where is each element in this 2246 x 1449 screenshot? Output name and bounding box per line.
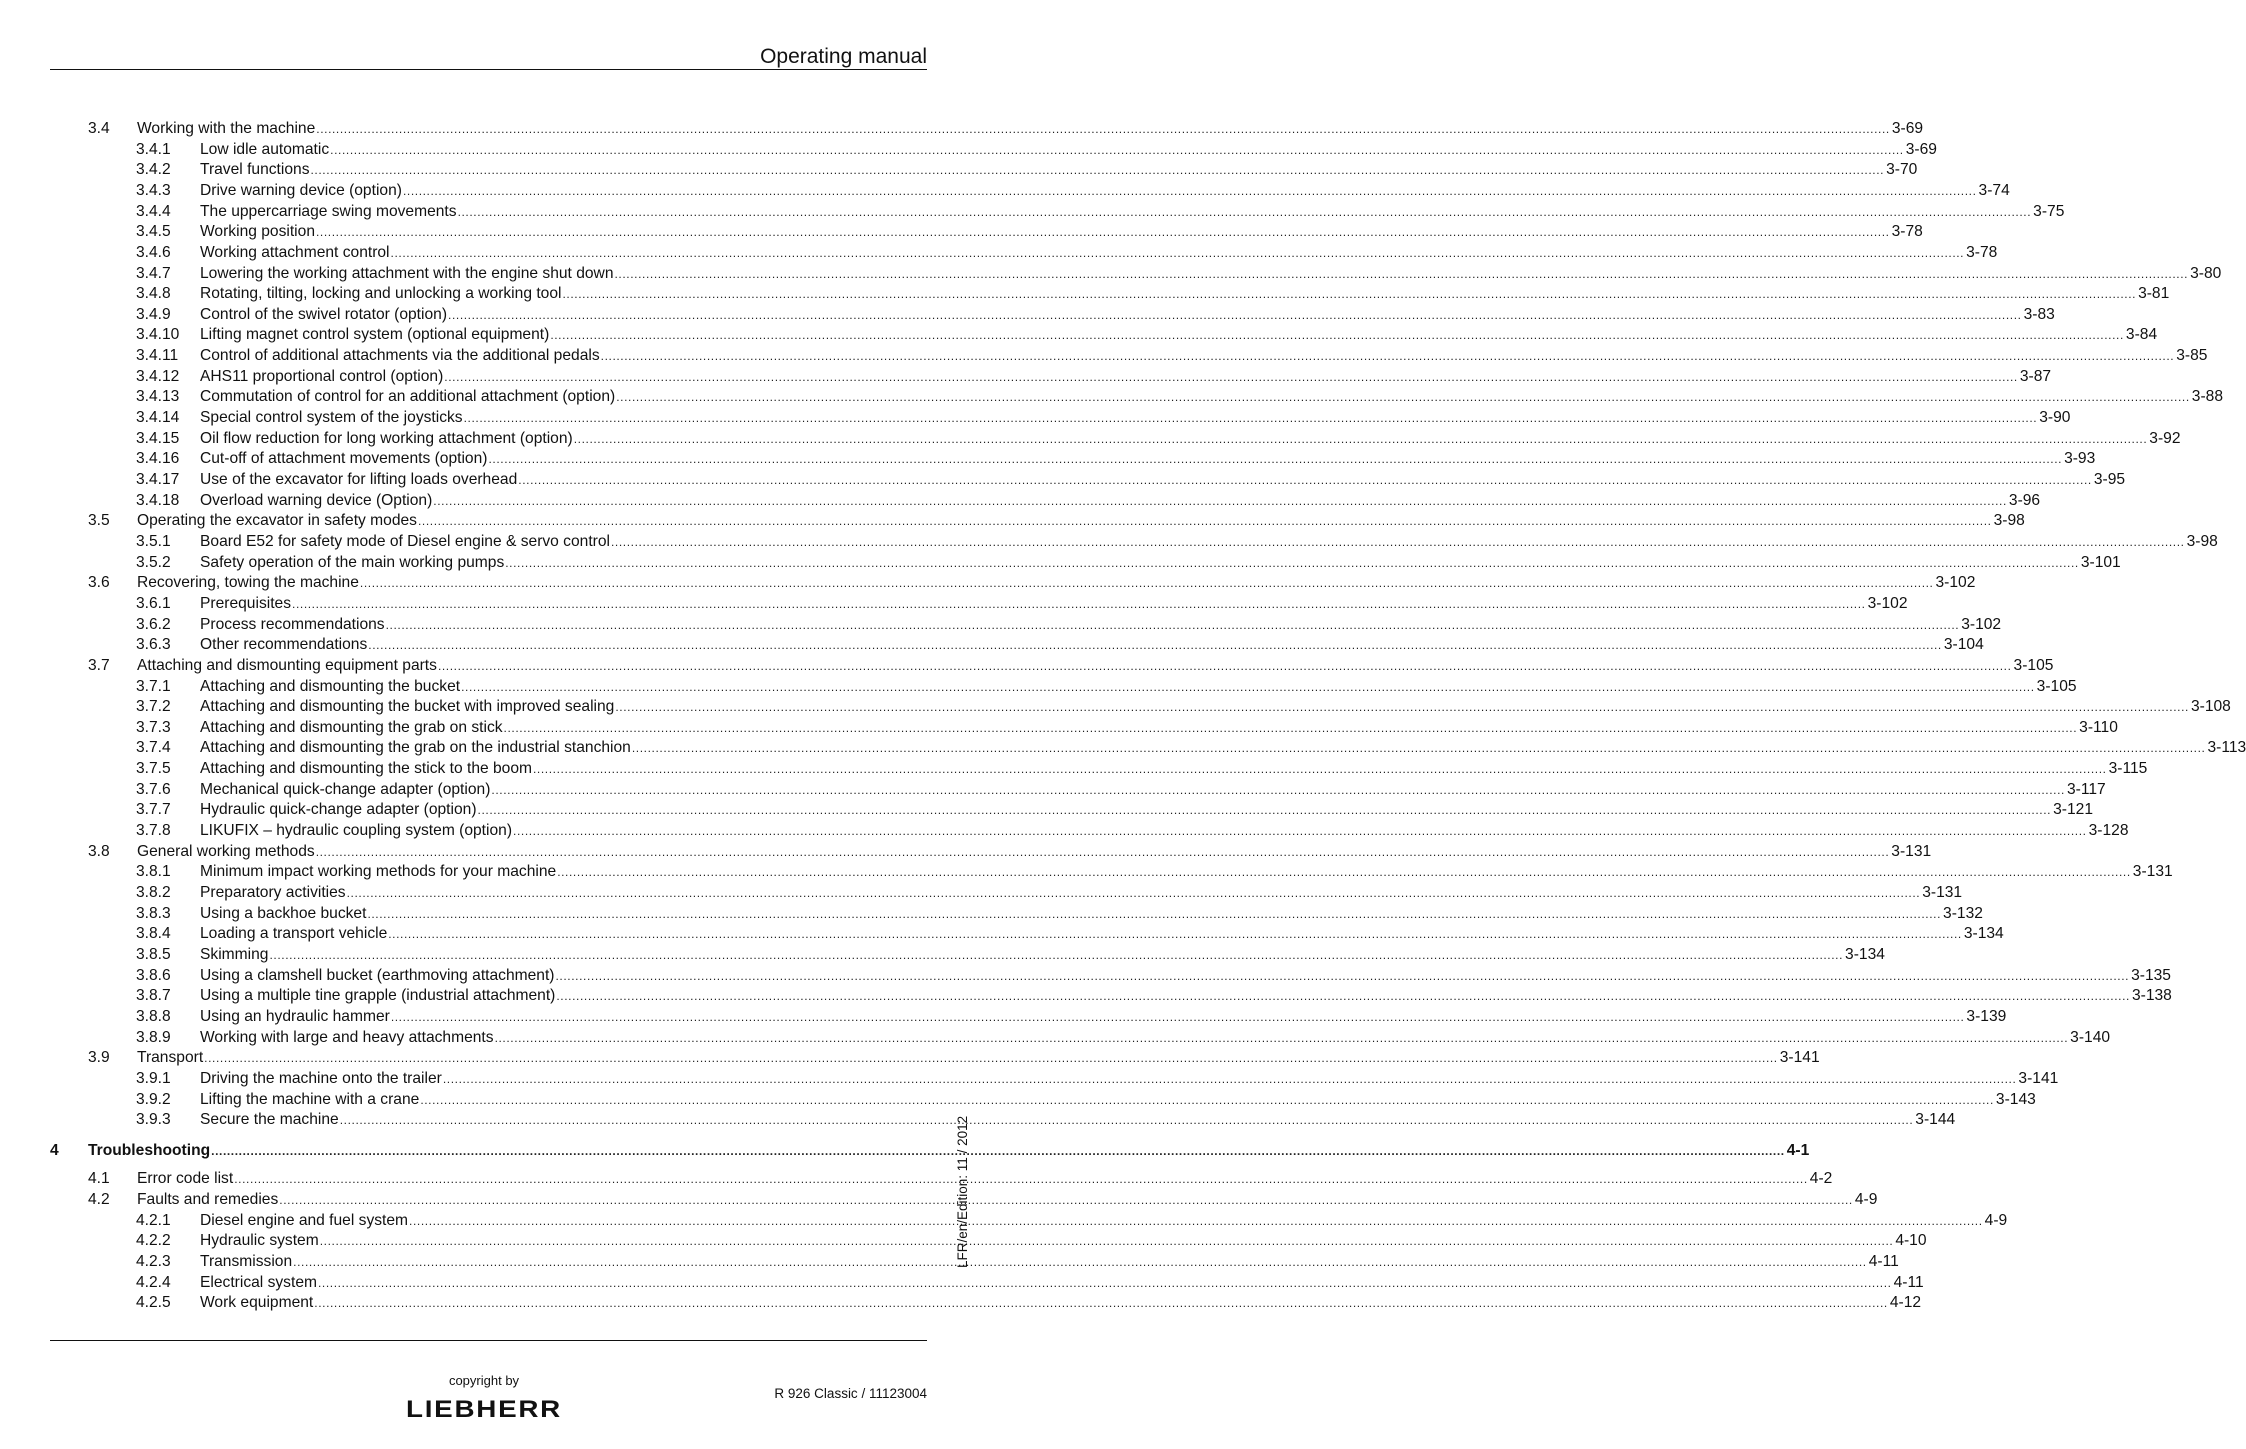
toc-entry-title: Secure the machine [200, 1111, 339, 1128]
toc-entry-number: 3.4.16 [136, 450, 180, 467]
toc-entry[interactable] [136, 737, 2246, 758]
toc-dot-leader: ................................................................................................................................................................................................................................................................................................................................................................................................................ [615, 700, 2189, 714]
toc-entry-title: Attaching and dismounting the grab on stick [200, 719, 503, 736]
toc-entry-page: 3-102 [1867, 595, 1908, 612]
toc-entry[interactable] [136, 407, 2071, 428]
toc-entry[interactable] [136, 221, 1923, 242]
toc-entry-number: 4 [50, 1142, 59, 1159]
toc-entry[interactable] [136, 593, 1908, 614]
toc-dot-leader: ................................................................................................................................................................................................................................................................................................................................................................................................................ [533, 762, 2107, 776]
toc-entry-title: Attaching and dismounting the bucket with improved sealing [200, 698, 615, 715]
toc-entry-number: 3.5.1 [136, 533, 171, 550]
toc-entry-page: 3-131 [1922, 884, 1963, 901]
toc-entry[interactable] [136, 861, 2173, 882]
toc-entry-number: 3.8.1 [136, 863, 171, 880]
toc-dot-leader: ................................................................................................................................................................................................................................................................................................................................................................................................................ [390, 1010, 1965, 1024]
toc-dot-leader: ................................................................................................................................................................................................................................................................................................................................................................................................................ [494, 1031, 2069, 1045]
toc-entry-page: 3-87 [2019, 368, 2052, 385]
toc-entry-page: 4-10 [1895, 1232, 1927, 1249]
toc-entry-page: 3-134 [1845, 946, 1885, 963]
toc-entry[interactable] [136, 180, 2010, 201]
toc-entry[interactable] [88, 841, 1932, 862]
toc-entry-page: 3-115 [2108, 760, 2148, 777]
toc-dot-leader: ................................................................................................................................................................................................................................................................................................................................................................................................................ [234, 1172, 1808, 1186]
toc-dot-leader: ................................................................................................................................................................................................................................................................................................................................................................................................................ [279, 1193, 1853, 1207]
toc-entry-title: Commutation of control for an additional attachment (option) [200, 388, 616, 405]
toc-entry-page: 3-113 [2207, 739, 2246, 756]
toc-entry[interactable] [136, 882, 1963, 903]
toc-entry-number: 3.5 [88, 512, 110, 529]
toc-entry-page: 3-83 [2023, 306, 2055, 323]
toc-entry-title: Hydraulic quick-change adapter (option) [200, 801, 477, 818]
page-header-title: Operating manual [760, 45, 927, 68]
toc-entry[interactable] [136, 386, 2224, 407]
toc-entry-page: 3-75 [2033, 203, 2065, 220]
toc-entry-page: 3-69 [1905, 141, 1937, 158]
toc-entry-page: 3-128 [2088, 822, 2129, 839]
toc-entry-title: Skimming [200, 946, 269, 963]
toc-entry-title: Board E52 for safety mode of Diesel engine & servo control [200, 533, 610, 550]
liebherr-logo [404, 1396, 564, 1423]
toc-dot-leader: ................................................................................................................................................................................................................................................................................................................................................................................................................ [317, 1276, 1892, 1290]
toc-entry-title: Loading a transport vehicle [200, 925, 388, 942]
toc-entry[interactable] [136, 428, 2181, 449]
toc-entry-number: 4.2.4 [136, 1274, 171, 1291]
toc-entry[interactable] [136, 552, 2121, 573]
toc-dot-leader: ................................................................................................................................................................................................................................................................................................................................................................................................................ [319, 1234, 1894, 1248]
toc-dot-leader: ................................................................................................................................................................................................................................................................................................................................................................................................................ [385, 618, 1960, 632]
toc-entry-number: 3.6.2 [136, 616, 171, 633]
toc-entry[interactable] [136, 139, 1937, 160]
toc-entry-number: 3.4.3 [136, 182, 171, 199]
toc-entry[interactable] [88, 1047, 1820, 1068]
toc-entry-title: Drive warning device (option) [200, 182, 402, 199]
toc-entry-page: 4-9 [1984, 1212, 2008, 1229]
toc-entry-number: 3.4.6 [136, 244, 171, 261]
toc-entry[interactable] [88, 655, 2054, 676]
toc-entry-title: Work equipment [200, 1294, 314, 1311]
toc-entry-title: Working with the machine [137, 120, 316, 137]
toc-entry-page: 3-90 [2039, 409, 2071, 426]
toc-entry[interactable] [136, 903, 1983, 924]
toc-dot-leader: ................................................................................................................................................................................................................................................................................................................................................................................................................ [503, 721, 2078, 735]
toc-entry-page: 3-85 [2176, 347, 2208, 364]
toc-entry-number: 3.7.8 [136, 822, 171, 839]
edition-note: LFR/en/Edition: 11 / 2012 [955, 1115, 970, 1268]
toc-dot-leader: ................................................................................................................................................................................................................................................................................................................................................................................................................ [505, 556, 2079, 570]
toc-dot-leader: ................................................................................................................................................................................................................................................................................................................................................................................................................ [513, 824, 2087, 838]
toc-dot-leader: ................................................................................................................................................................................................................................................................................................................................................................................................................ [555, 969, 2130, 983]
toc-entry[interactable] [136, 1027, 2111, 1048]
toc-entry-number: 3.4.1 [136, 141, 171, 158]
toc-entry-page: 3-96 [2008, 492, 2041, 509]
toc-entry-number: 4.2.1 [136, 1212, 171, 1229]
toc-entry-number: 3.7.7 [136, 801, 171, 818]
toc-dot-leader: ................................................................................................................................................................................................................................................................................................................................................................................................................ [457, 205, 2032, 219]
toc-dot-leader: ................................................................................................................................................................................................................................................................................................................................................................................................................ [461, 680, 2035, 694]
toc-entry-title: Preparatory activities [200, 884, 346, 901]
toc-entry-number: 3.9 [88, 1049, 110, 1066]
toc-dot-leader: ................................................................................................................................................................................................................................................................................................................................................................................................................ [562, 287, 2137, 301]
toc-entry[interactable] [136, 490, 2041, 511]
toc-entry-number: 3.4.12 [136, 368, 180, 385]
toc-entry-title: Transport [137, 1049, 204, 1066]
toc-entry[interactable] [136, 469, 2126, 490]
toc-entry-number: 3.4.7 [136, 265, 171, 282]
toc-entry-page: 3-80 [2190, 265, 2222, 282]
toc-dot-leader: ................................................................................................................................................................................................................................................................................................................................................................................................................ [388, 927, 1962, 941]
toc-dot-leader: ................................................................................................................................................................................................................................................................................................................................................................................................................ [330, 143, 1904, 157]
toc-entry-page: 3-131 [1891, 843, 1932, 860]
toc-entry-number: 3.7.2 [136, 698, 171, 715]
toc-entry-number: 3.8.3 [136, 905, 171, 922]
toc-entry-title: Operating the excavator in safety modes [137, 512, 417, 529]
toc-entry-page: 3-84 [2125, 326, 2158, 343]
toc-entry-number: 3.7.6 [136, 781, 171, 798]
toc-entry-page: 3-135 [2131, 967, 2171, 984]
toc-entry-page: 3-81 [2138, 285, 2170, 302]
toc-dot-leader: ................................................................................................................................................................................................................................................................................................................................................................................................................ [211, 1144, 1785, 1158]
toc-entry-number: 3.9.2 [136, 1091, 171, 1108]
toc-dot-leader: ................................................................................................................................................................................................................................................................................................................................................................................................................ [390, 246, 1965, 260]
toc-dot-leader: ................................................................................................................................................................................................................................................................................................................................................................................................................ [614, 267, 2189, 281]
toc-entry-number: 4.2.3 [136, 1253, 171, 1270]
toc-dot-leader: ................................................................................................................................................................................................................................................................................................................................................................................................................ [556, 989, 2130, 1003]
toc-entry[interactable] [136, 717, 2118, 738]
toc-entry-title: LIKUFIX – hydraulic coupling system (option) [200, 822, 513, 839]
toc-entry-page: 3-108 [2190, 698, 2231, 715]
toc-entry-page: 3-132 [1943, 905, 1983, 922]
toc-entry-page: 3-102 [1961, 616, 2002, 633]
toc-entry-title: Safety operation of the main working pumps [200, 554, 505, 571]
toc-entry-page: 4-12 [1889, 1294, 1922, 1311]
toc-entry-title: Error code list [137, 1170, 234, 1187]
toc-dot-leader: ................................................................................................................................................................................................................................................................................................................................................................................................................ [573, 432, 2148, 446]
toc-entry-page: 3-78 [1966, 244, 1998, 261]
toc-entry-page: 3-88 [2191, 388, 2224, 405]
toc-dot-leader: ................................................................................................................................................................................................................................................................................................................................................................................................................ [463, 411, 2038, 425]
toc-entry-number: 3.4.14 [136, 409, 180, 426]
toc-entry-page: 3-131 [2132, 863, 2173, 880]
toc-entry[interactable] [136, 366, 2052, 387]
toc-entry[interactable] [136, 923, 2004, 944]
toc-dot-leader: ................................................................................................................................................................................................................................................................................................................................................................................................................ [359, 576, 1934, 590]
toc-dot-leader: ................................................................................................................................................................................................................................................................................................................................................................................................................ [491, 783, 2065, 797]
toc-entry-page: 3-144 [1915, 1111, 1956, 1128]
toc-entry-number: 3.8.7 [136, 987, 171, 1004]
toc-entry-number: 3.7 [88, 657, 110, 674]
toc-entry-number: 3.7.4 [136, 739, 171, 756]
toc-entry-number: 4.2.2 [136, 1232, 171, 1249]
toc-entry-title: Using a multiple tine grapple (industrial attachment) [200, 987, 556, 1004]
toc-entry-title: Troubleshooting [88, 1142, 211, 1159]
toc-dot-leader: ................................................................................................................................................................................................................................................................................................................................................................................................................ [444, 370, 2018, 384]
toc-entry-number: 3.4.4 [136, 203, 171, 220]
toc-entry[interactable] [136, 324, 2158, 345]
toc-entry-page: 3-95 [2093, 471, 2126, 488]
toc-entry[interactable] [136, 1230, 1927, 1251]
toc-entry-title: Low idle automatic [200, 141, 330, 158]
toc-entry[interactable] [50, 1140, 1810, 1161]
toc-entry[interactable] [136, 304, 2055, 325]
toc-dot-leader: ................................................................................................................................................................................................................................................................................................................................................................................................................ [316, 225, 1890, 239]
toc-dot-leader: ................................................................................................................................................................................................................................................................................................................................................................................................................ [550, 328, 2124, 342]
toc-dot-leader: ................................................................................................................................................................................................................................................................................................................................................................................................................ [442, 1072, 2017, 1086]
toc-entry-number: 3.4.11 [136, 347, 179, 364]
toc-entry[interactable] [136, 263, 2222, 284]
toc-entry-title: General working methods [137, 843, 315, 860]
toc-entry-number: 3.7.3 [136, 719, 171, 736]
toc-entry-title: Minimum impact working methods for your machine [200, 863, 557, 880]
toc-entry[interactable] [136, 1292, 1922, 1313]
toc-entry-page: 3-110 [2079, 719, 2118, 736]
toc-entry-title: Using a backhoe bucket [200, 905, 367, 922]
toc-entry-title: AHS11 proportional control (option) [200, 368, 444, 385]
toc-entry-page: 3-140 [2070, 1029, 2111, 1046]
toc-entry-page: 3-141 [1779, 1049, 1820, 1066]
toc-entry-number: 3.4.17 [136, 471, 180, 488]
toc-entry[interactable] [136, 1210, 2008, 1231]
toc-entry-title: Attaching and dismounting the grab on the industrial stanchion [200, 739, 631, 756]
toc-entry-page: 3-121 [2053, 801, 2093, 818]
toc-entry-title: Lowering the working attachment with the engine shut down [200, 265, 614, 282]
toc-entry-title: Prerequisites [200, 595, 292, 612]
toc-entry-number: 3.8.4 [136, 925, 171, 942]
toc-entry-title: Process recommendations [200, 616, 385, 633]
toc-entry-page: 3-102 [1935, 574, 1976, 591]
toc-entry-number: 3.4.10 [136, 326, 180, 343]
toc-dot-leader: ................................................................................................................................................................................................................................................................................................................................................................................................................ [310, 163, 1885, 177]
toc-entry[interactable] [88, 118, 1924, 139]
toc-dot-leader: ................................................................................................................................................................................................................................................................................................................................................................................................................ [488, 452, 2063, 466]
toc-entry-page: 4-2 [1809, 1170, 1833, 1187]
toc-entry-page: 4-9 [1854, 1191, 1878, 1208]
toc-entry-title: Attaching and dismounting equipment parts [137, 657, 437, 674]
toc-entry[interactable] [136, 965, 2171, 986]
document-id: R 926 Classic / 11123004 [774, 1386, 927, 1401]
toc-dot-leader: ................................................................................................................................................................................................................................................................................................................................................................................................................ [616, 390, 2190, 404]
toc-entry-number: 3.4.13 [136, 388, 180, 405]
toc-entry-title: Cut-off of attachment movements (option) [200, 450, 488, 467]
toc-entry[interactable] [136, 1109, 1956, 1130]
footer-rule [50, 1340, 927, 1341]
toc-entry[interactable] [136, 1068, 2059, 1089]
toc-entry[interactable] [136, 779, 2106, 800]
toc-entry-page: 3-78 [1891, 223, 1923, 240]
toc-entry-number: 3.4 [88, 120, 110, 137]
toc-entry-title: Travel functions [200, 161, 310, 178]
toc-entry[interactable] [136, 201, 2065, 222]
toc-dot-leader: ................................................................................................................................................................................................................................................................................................................................................................................................................ [448, 308, 2022, 322]
toc-entry[interactable] [136, 283, 2170, 304]
toc-dot-leader: ................................................................................................................................................................................................................................................................................................................................................................................................................ [433, 494, 2007, 508]
toc-dot-leader: ................................................................................................................................................................................................................................................................................................................................................................................................................ [409, 1214, 1983, 1228]
toc-dot-leader: ................................................................................................................................................................................................................................................................................................................................................................................................................ [477, 803, 2052, 817]
toc-entry[interactable] [136, 1089, 2036, 1110]
toc-dot-leader: ................................................................................................................................................................................................................................................................................................................................................................................................................ [367, 907, 1942, 921]
toc-entry[interactable] [136, 985, 2172, 1006]
toc-dot-leader: ................................................................................................................................................................................................................................................................................................................................................................................................................ [420, 1093, 1994, 1107]
toc-entry-number: 3.8.5 [136, 946, 171, 963]
toc-entry-number: 4.2.5 [136, 1294, 171, 1311]
toc-entry-number: 3.8 [88, 843, 110, 860]
toc-entry[interactable] [88, 510, 2025, 531]
toc-dot-leader: ................................................................................................................................................................................................................................................................................................................................................................................................................ [402, 184, 1977, 198]
toc-entry-title: Hydraulic system [200, 1232, 319, 1249]
toc-entry-page: 3-101 [2080, 554, 2121, 571]
toc-entry[interactable] [136, 820, 2129, 841]
toc-entry-number: 3.6.3 [136, 636, 171, 653]
toc-entry-title: Overload warning device (Option) [200, 492, 433, 509]
toc-entry-page: 3-69 [1891, 120, 1924, 137]
toc-entry-title: Special control system of the joysticks [200, 409, 463, 426]
toc-entry[interactable] [136, 345, 2208, 366]
toc-entry[interactable] [136, 799, 2093, 820]
toc-entry-title: Lifting the machine with a crane [200, 1091, 420, 1108]
toc-entry-page: 3-105 [2036, 678, 2077, 695]
toc-dot-leader: ................................................................................................................................................................................................................................................................................................................................................................................................................ [368, 638, 1942, 652]
toc-entry-title: Working position [200, 223, 315, 240]
toc-entry-page: 3-117 [2066, 781, 2106, 798]
toc-entry-title: Mechanical quick-change adapter (option) [200, 781, 491, 798]
toc-entry-title: Use of the excavator for lifting loads overhead [200, 471, 518, 488]
toc-entry-title: Working attachment control [200, 244, 390, 261]
toc-entry-title: Transmission [200, 1253, 293, 1270]
toc-entry-page: 4-11 [1868, 1253, 1899, 1270]
toc-entry-page: 3-98 [2186, 533, 2218, 550]
toc-dot-leader: ................................................................................................................................................................................................................................................................................................................................................................................................................ [316, 122, 1890, 136]
toc-entry-number: 3.4.5 [136, 223, 171, 240]
toc-dot-leader: ................................................................................................................................................................................................................................................................................................................................................................................................................ [293, 1255, 1867, 1269]
toc-entry[interactable] [88, 572, 1976, 593]
toc-entry-page: 4-1 [1786, 1142, 1810, 1159]
toc-entry-title: Using an hydraulic hammer [200, 1008, 390, 1025]
toc-dot-leader: ................................................................................................................................................................................................................................................................................................................................................................................................................ [269, 948, 1844, 962]
toc-entry-page: 3-143 [1995, 1091, 2036, 1108]
toc-entry[interactable] [136, 159, 1918, 180]
toc-entry[interactable] [136, 242, 1998, 263]
toc-dot-leader: ................................................................................................................................................................................................................................................................................................................................................................................................................ [339, 1113, 1914, 1127]
toc-entry[interactable] [88, 1189, 1878, 1210]
toc-entry-title: Diesel engine and fuel system [200, 1212, 409, 1229]
toc-entry-title: Working with large and heavy attachments [200, 1029, 494, 1046]
logo-wordmark: LIEBHERR [406, 1396, 562, 1423]
toc-entry-page: 3-141 [2018, 1070, 2059, 1087]
toc-entry-title: Control of the swivel rotator (option) [200, 306, 448, 323]
toc-entry-title: Attaching and dismounting the bucket [200, 678, 461, 695]
toc-entry-page: 3-104 [1943, 636, 1984, 653]
copyright-text: copyright by [448, 1373, 520, 1388]
toc-entry-title: The uppercarriage swing movements [200, 203, 457, 220]
toc-entry-number: 3.9.3 [136, 1111, 171, 1128]
toc-entry-number: 3.4.8 [136, 285, 171, 302]
toc-entry[interactable] [136, 676, 2077, 697]
toc-entry[interactable] [136, 448, 2096, 469]
toc-entry-number: 3.7.5 [136, 760, 171, 777]
toc-entry-number: 3.6 [88, 574, 110, 591]
toc-dot-leader: ................................................................................................................................................................................................................................................................................................................................................................................................................ [314, 1296, 1888, 1310]
toc-entry-page: 3-93 [2064, 450, 2096, 467]
toc-entry[interactable] [136, 1251, 1899, 1272]
toc-entry[interactable] [136, 614, 2002, 635]
toc-dot-leader: ................................................................................................................................................................................................................................................................................................................................................................................................................ [437, 659, 2012, 673]
toc-entry-page: 3-98 [1993, 512, 2025, 529]
toc-entry-number: 3.8.6 [136, 967, 171, 984]
toc-entry-number: 4.1 [88, 1170, 110, 1187]
toc-entry-number: 3.7.1 [136, 678, 171, 695]
toc-entry-title: Faults and remedies [137, 1191, 279, 1208]
toc-entry-title: Electrical system [200, 1274, 317, 1291]
toc-entry-title: Using a clamshell bucket (earthmoving attachment) [200, 967, 555, 984]
toc-entry-title: Rotating, tilting, locking and unlocking a working tool [200, 285, 562, 302]
toc-entry-title: Other recommendations [200, 636, 368, 653]
toc-entry-number: 4.2 [88, 1191, 110, 1208]
toc-entry[interactable] [136, 944, 1885, 965]
toc-dot-leader: ................................................................................................................................................................................................................................................................................................................................................................................................................ [518, 473, 2092, 487]
toc-entry-page: 3-134 [1963, 925, 2004, 942]
toc-entry-page: 3-138 [2131, 987, 2172, 1004]
toc-dot-leader: ................................................................................................................................................................................................................................................................................................................................................................................................................ [631, 741, 2206, 755]
toc-entry-page: 3-74 [1978, 182, 2010, 199]
toc-entry-number: 3.8.8 [136, 1008, 171, 1025]
toc-entry-number: 3.4.2 [136, 161, 171, 178]
toc-entry[interactable] [136, 634, 1984, 655]
toc-entry[interactable] [88, 1168, 1833, 1189]
toc-entry-number: 3.4.15 [136, 430, 180, 447]
toc-entry-number: 3.4.18 [136, 492, 180, 509]
toc-entry-number: 3.8.2 [136, 884, 171, 901]
toc-entry-title: Control of additional attachments via the additional pedals [200, 347, 600, 364]
toc-entry[interactable] [136, 531, 2218, 552]
toc-entry-number: 3.5.2 [136, 554, 171, 571]
toc-entry-title: Recovering, towing the machine [137, 574, 359, 591]
toc-entry-page: 3-92 [2149, 430, 2181, 447]
toc-entry-page: 3-139 [1966, 1008, 2007, 1025]
toc-entry-number: 3.9.1 [136, 1070, 171, 1087]
toc-entry[interactable] [136, 758, 2148, 779]
toc-entry-page: 4-11 [1893, 1274, 1924, 1291]
toc-dot-leader: ................................................................................................................................................................................................................................................................................................................................................................................................................ [557, 865, 2131, 879]
toc-dot-leader: ................................................................................................................................................................................................................................................................................................................................................................................................................ [204, 1051, 1778, 1065]
toc-dot-leader: ................................................................................................................................................................................................................................................................................................................................................................................................................ [417, 514, 1992, 528]
toc-entry-page: 3-70 [1886, 161, 1918, 178]
toc-dot-leader: ................................................................................................................................................................................................................................................................................................................................................................................................................ [611, 535, 2185, 549]
toc-entry[interactable] [136, 1006, 2007, 1027]
toc-dot-leader: ................................................................................................................................................................................................................................................................................................................................................................................................................ [600, 349, 2175, 363]
toc-dot-leader: ................................................................................................................................................................................................................................................................................................................................................................................................................ [315, 845, 1890, 859]
toc-entry[interactable] [136, 1272, 1924, 1293]
toc-entry-number: 3.8.9 [136, 1029, 171, 1046]
toc-entry-page: 3-105 [2013, 657, 2054, 674]
toc-entry-title: Lifting magnet control system (optional equipment) [200, 326, 550, 343]
toc-entry-title: Driving the machine onto the trailer [200, 1070, 442, 1087]
toc-entry-number: 3.4.9 [136, 306, 171, 323]
toc-entry-title: Attaching and dismounting the stick to the boom [200, 760, 532, 777]
toc-entry-number: 3.6.1 [136, 595, 171, 612]
toc-entry-title: Oil flow reduction for long working attachment (option) [200, 430, 573, 447]
toc-dot-leader: ................................................................................................................................................................................................................................................................................................................................................................................................................ [292, 597, 1866, 611]
toc-entry[interactable] [136, 696, 2231, 717]
toc-dot-leader: ................................................................................................................................................................................................................................................................................................................................................................................................................ [346, 886, 1921, 900]
